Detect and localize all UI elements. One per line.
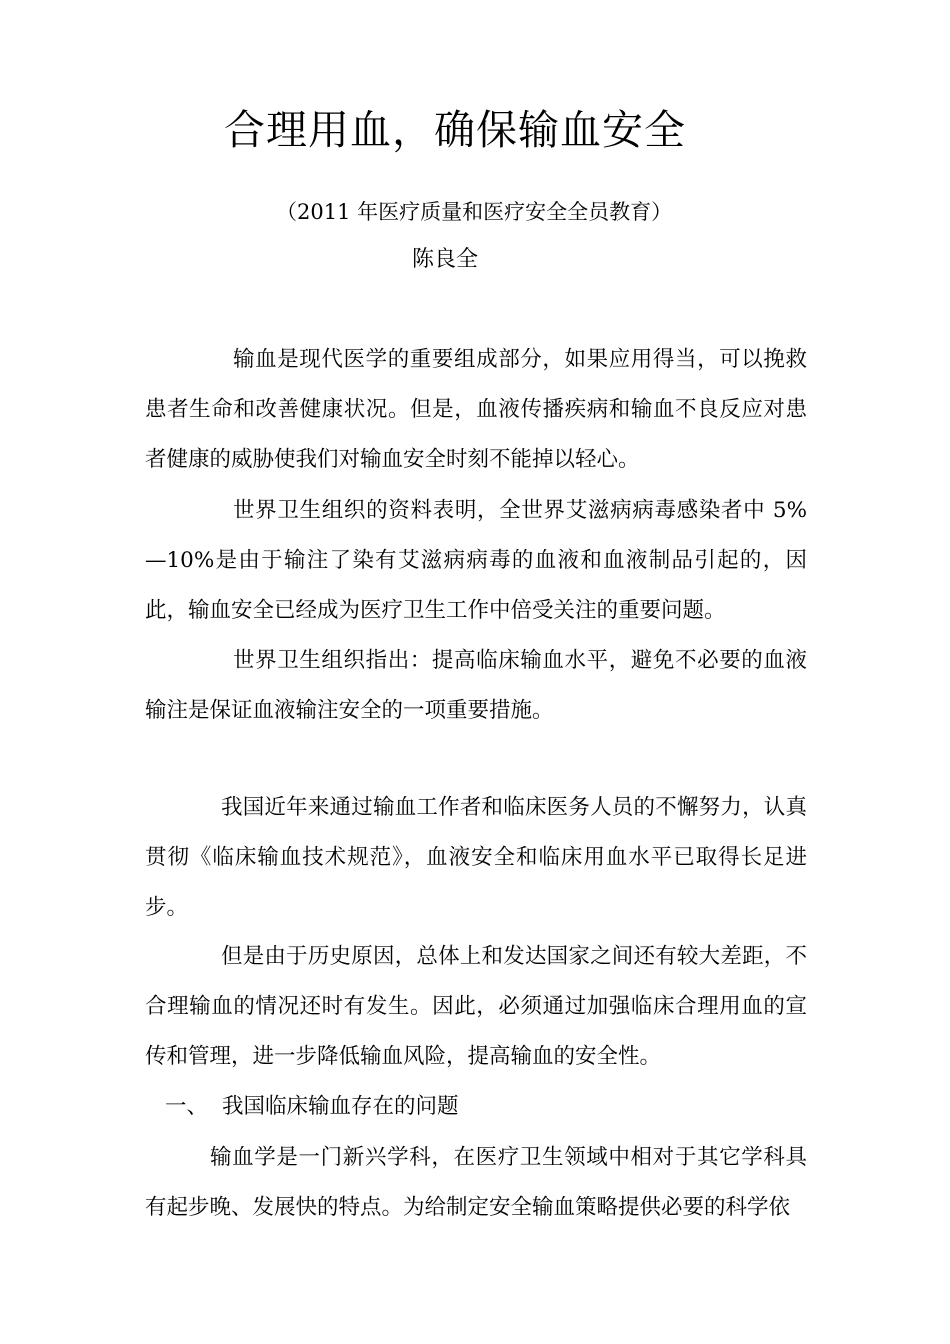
document-author: 陈良全	[412, 247, 479, 272]
section-number: 一、	[165, 1094, 209, 1119]
paragraph-5: 但是由于历史原因，总体上和发达国家之间还有较大差距，不合理输血的情况还时有发生。因此，必须通过加强临床合理用血的宣传和管理，进一步降低输血风险，提高输血的安全性。	[145, 944, 807, 1069]
paragraph-2: 世界卫生组织的资料表明，全世界艾滋病病毒感染者中 5%—10%是由于输注了染有艾滋病病毒的血液和血液制品引起的，因此，输血安全已经成为医疗卫生工作中倍受关注的重要问题。	[145, 498, 807, 623]
paragraph-1: 输血是现代医学的重要组成部分，如果应用得当，可以挽救患者生命和改善健康状况。但是，血液传播疾病和输血不良反应对患者健康的威胁使我们对输血安全时刻不能掉以轻心。	[145, 347, 807, 472]
document-subtitle: （2011 年医疗质量和医疗安全全员教育）	[276, 200, 673, 224]
document-title: 合理用血，确保输血安全	[224, 106, 686, 154]
paragraph-6: 输血学是一门新兴学科，在医疗卫生领域中相对于其它学科具有起步晚、发展快的特点。为给制定安全输血策略提供必要的科学依	[145, 1145, 807, 1220]
paragraph-3: 世界卫生组织指出：提高临床输血水平，避免不必要的血液输注是保证血液输注安全的一项重要措施。	[145, 648, 807, 723]
paragraph-4: 我国近年来通过输血工作者和临床医务人员的不懈努力，认真贯彻《临床输血技术规范》，血液安全和临床用血水平已取得长足进步。	[145, 795, 807, 920]
section-heading-text: 我国临床输血存在的问题	[222, 1094, 459, 1119]
section-heading	[165, 1082, 459, 1132]
